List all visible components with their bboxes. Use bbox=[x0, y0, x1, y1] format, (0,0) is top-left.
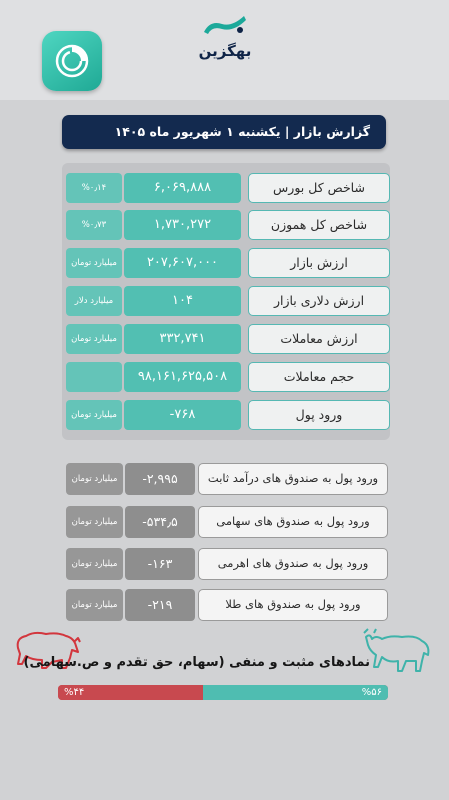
app-logo-icon[interactable] bbox=[42, 31, 102, 91]
market-row-value: ۶,۰۶۹,۸۸۸ bbox=[124, 173, 241, 203]
fund-flow-row bbox=[66, 463, 388, 495]
market-row-label: ورود پول bbox=[248, 400, 390, 430]
fund-row-value: -۲,۹۹۵ bbox=[125, 463, 195, 495]
market-row-value: ۲۰۷,۶۰۷,۰۰۰ bbox=[124, 248, 241, 278]
report-header: گزارش بازار | یکشنبه ۱ شهریور ماه ۱۴۰۵ bbox=[62, 115, 386, 149]
fund-row-label: ورود پول به صندوق های اهرمی bbox=[198, 548, 388, 580]
symbols-ratio-bar bbox=[58, 685, 388, 700]
fund-flow-row bbox=[66, 548, 388, 580]
market-row-value: ۱۰۴ bbox=[124, 286, 241, 316]
market-row-unit: میلیارد تومان bbox=[66, 248, 122, 278]
market-row-unit: %۰٫۷۳ bbox=[66, 210, 122, 240]
fund-row-value: -۵۳۴٫۵ bbox=[125, 506, 195, 538]
fund-row-unit: میلیارد تومان bbox=[66, 548, 123, 580]
fund-row-label: ورود پول به صندوق های درآمد ثابت bbox=[198, 463, 388, 495]
market-row bbox=[66, 286, 390, 316]
market-row bbox=[66, 362, 390, 392]
fund-row-label: ورود پول به صندوق های طلا bbox=[198, 589, 388, 621]
bull-icon bbox=[360, 627, 436, 673]
symbols-title: نمادهای مثبت و منفی (سهام، حق تقدم و ص.سهامی) bbox=[23, 655, 370, 670]
fund-row-value: -۲۱۹ bbox=[125, 589, 195, 621]
brand-mark-icon bbox=[200, 12, 250, 38]
market-row-unit: میلیارد تومان bbox=[66, 324, 122, 354]
market-row-value: ۱,۷۳۰,۲۷۲ bbox=[124, 210, 241, 240]
fund-flow-row bbox=[66, 506, 388, 538]
fund-row-unit: میلیارد تومان bbox=[66, 463, 123, 495]
fund-flow-row bbox=[66, 589, 388, 621]
market-row-label: ارزش معاملات bbox=[248, 324, 390, 354]
market-row bbox=[66, 324, 390, 354]
market-row-value: ۹۸,۱۶۱,۶۲۵,۵۰۸ bbox=[124, 362, 241, 392]
fund-row-value: -۱۶۳ bbox=[125, 548, 195, 580]
positive-symbols-bar: %۵۶ bbox=[203, 685, 388, 700]
market-row bbox=[66, 210, 390, 240]
market-row-unit: میلیارد تومان bbox=[66, 400, 122, 430]
market-row-label: ارزش دلاری بازار bbox=[248, 286, 390, 316]
fund-row-unit: میلیارد تومان bbox=[66, 506, 123, 538]
brand-name: بهگزین bbox=[198, 42, 252, 60]
market-row-unit: %۰٫۱۴ bbox=[66, 173, 122, 203]
brand-logo bbox=[180, 10, 270, 72]
negative-symbols-bar: %۴۴ bbox=[58, 685, 203, 700]
market-row-unit bbox=[66, 362, 122, 392]
market-row-label: شاخص کل هموزن bbox=[248, 210, 390, 240]
market-row-label: ارزش بازار bbox=[248, 248, 390, 278]
market-row-value: ۳۳۲,۷۴۱ bbox=[124, 324, 241, 354]
market-row-unit: میلیارد دلار bbox=[66, 286, 122, 316]
fund-row-unit: میلیارد تومان bbox=[66, 589, 123, 621]
market-row-label: حجم معاملات bbox=[248, 362, 390, 392]
market-row-label: شاخص کل بورس bbox=[248, 173, 390, 203]
market-row bbox=[66, 400, 390, 430]
market-row bbox=[66, 173, 390, 203]
market-row-value: -۷۶۸ bbox=[124, 400, 241, 430]
fund-row-label: ورود پول به صندوق های سهامی bbox=[198, 506, 388, 538]
market-row bbox=[66, 248, 390, 278]
